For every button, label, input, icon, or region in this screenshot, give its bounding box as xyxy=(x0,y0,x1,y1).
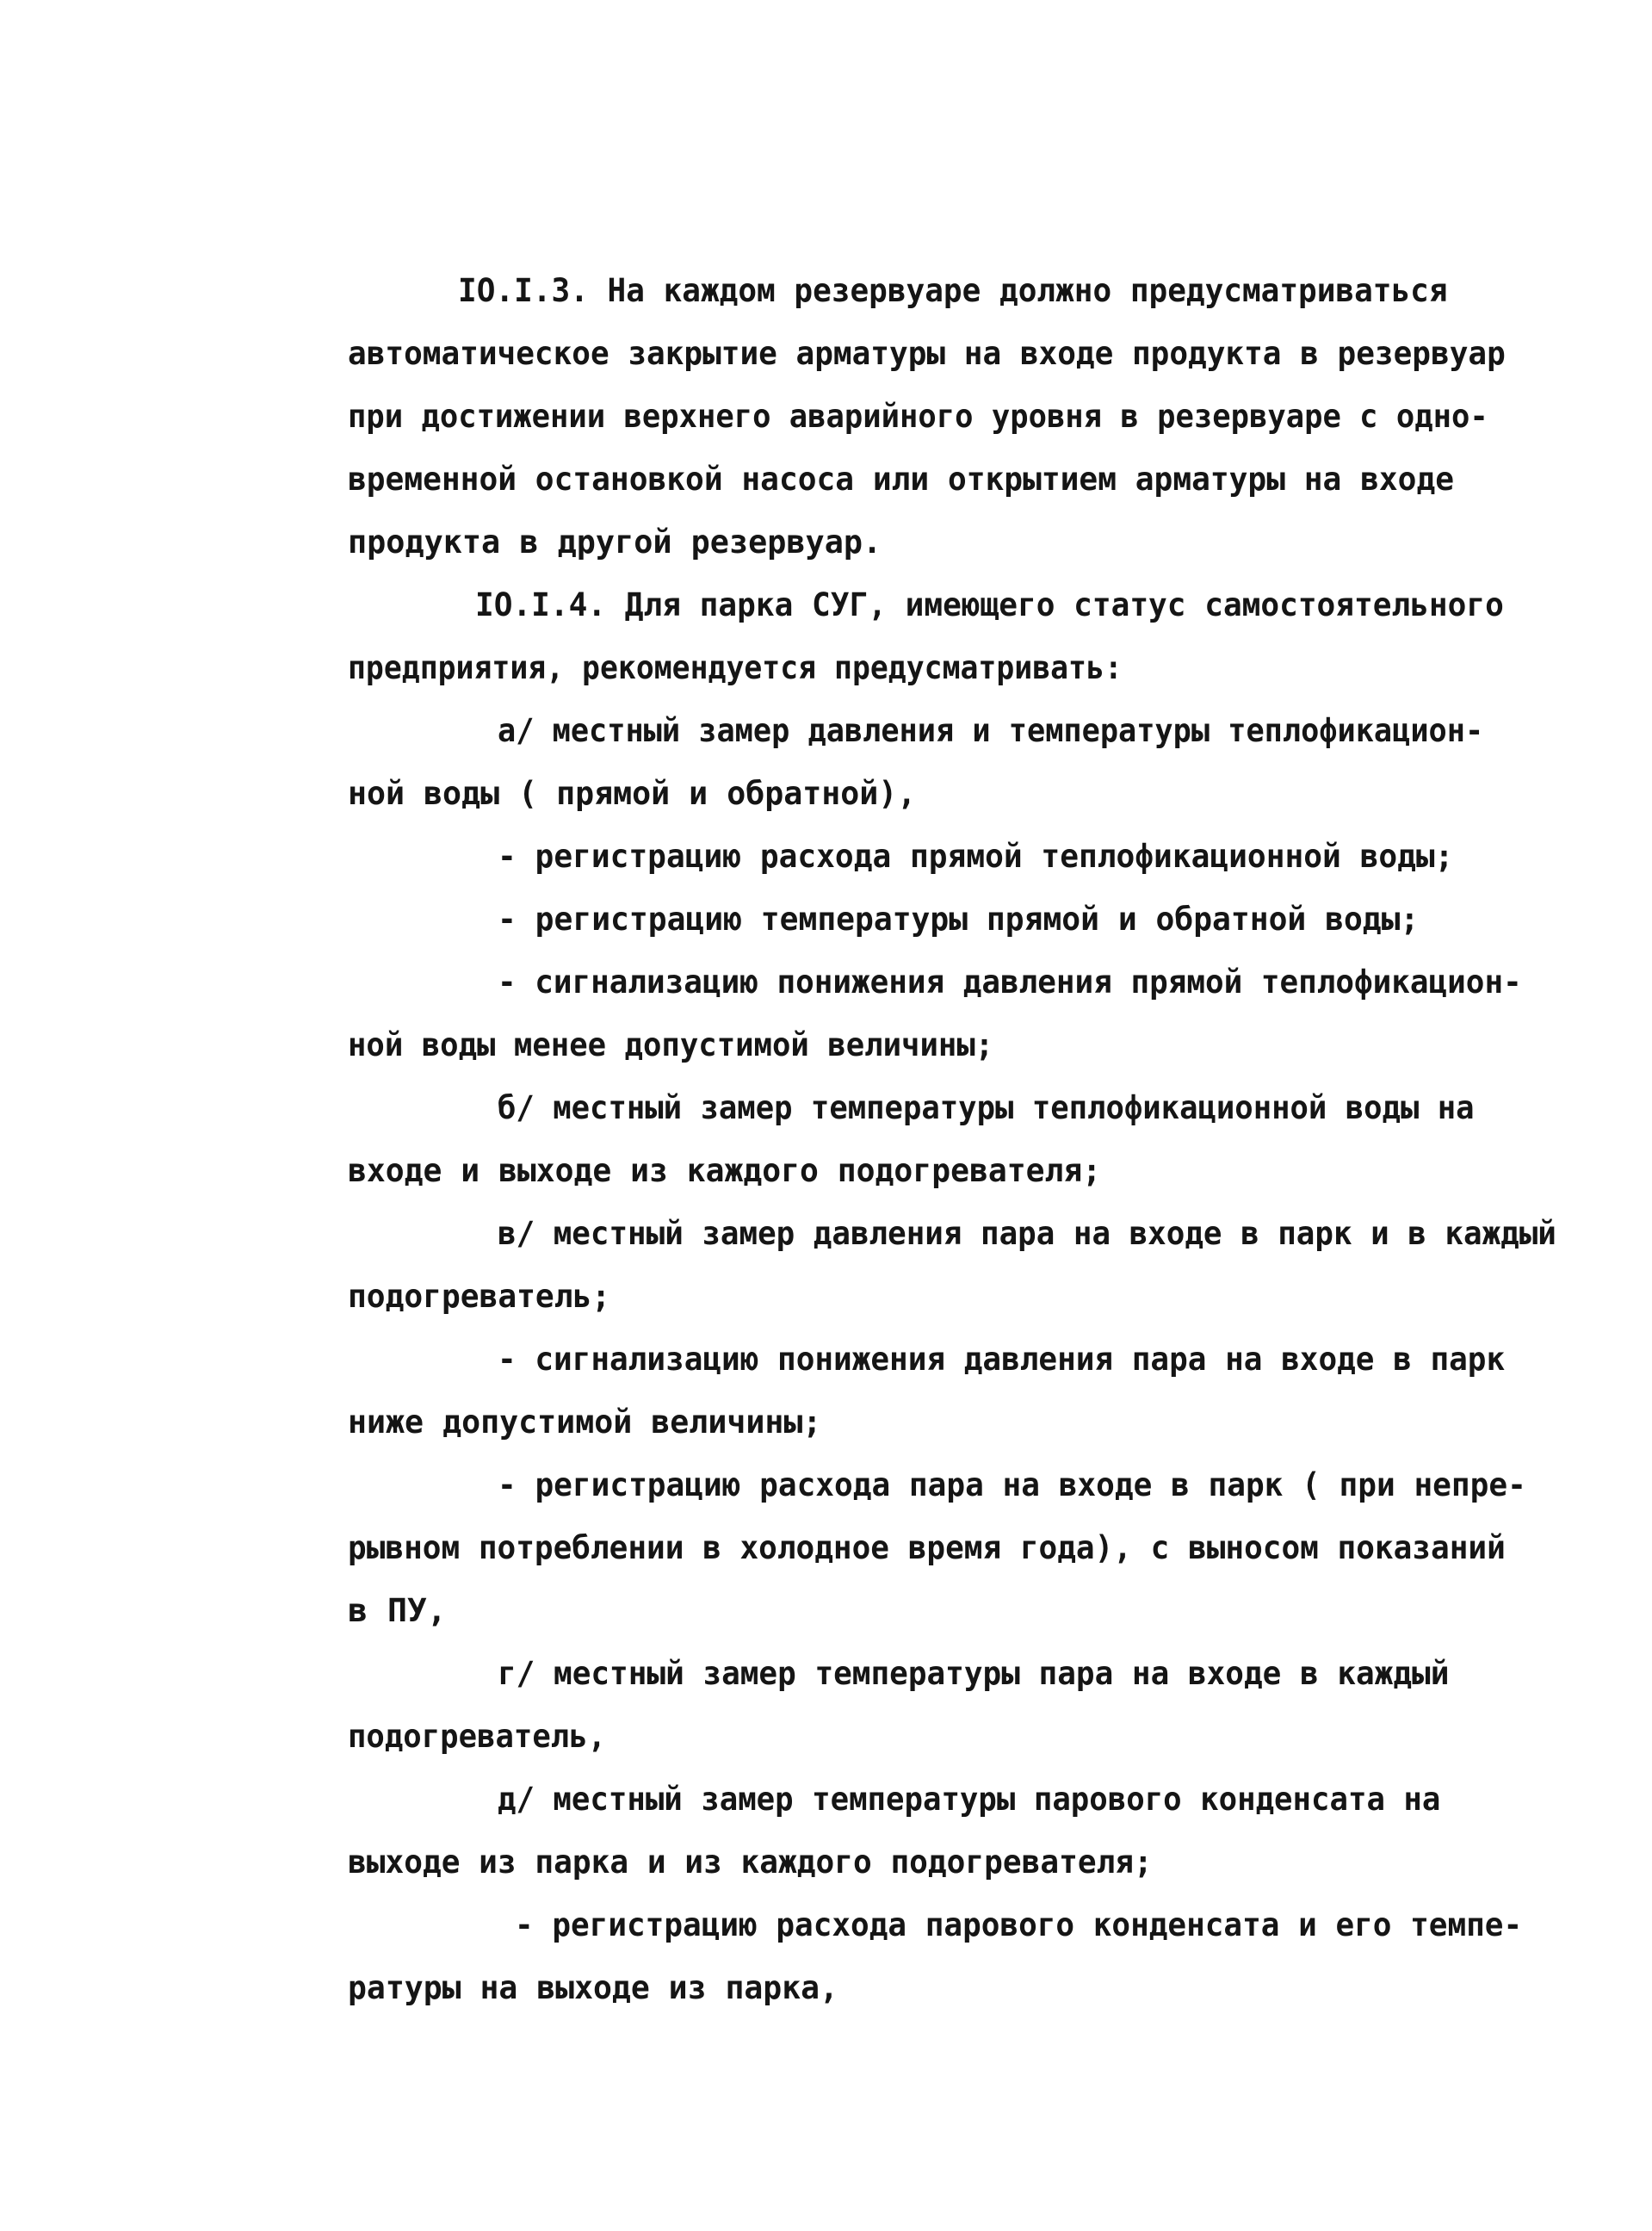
text-line: подогреватель; xyxy=(348,1277,611,1315)
text-line: - сигнализацию понижения давления прямой теплофикацион- xyxy=(498,963,1522,1001)
text-line: IO.I.3. На каждом резервуаре должно предусматриваться xyxy=(458,271,1448,309)
text-line: в ПУ, xyxy=(348,1591,447,1629)
text-line: подогреватель, xyxy=(348,1717,607,1755)
text-line: рывном потреблении в холодное время года), с выносом показаний xyxy=(348,1528,1506,1566)
text-line: предприятия, рекомендуется предусматривать: xyxy=(348,648,1123,686)
text-line: г/ местный замер температуры пара на входе в каждый xyxy=(498,1654,1450,1692)
text-line: - регистрацию расхода пара на входе в парк ( при непре- xyxy=(498,1466,1526,1503)
text-line: - регистрацию расхода парового конденсата и его темпе- xyxy=(515,1906,1523,1943)
text-line: при достижении верхнего аварийного уровня в резервуаре с одно- xyxy=(348,397,1488,435)
text-line: - регистрацию температуры прямой и обратной воды; xyxy=(498,900,1420,938)
text-line: ной воды ( прямой и обратной), xyxy=(348,774,917,812)
text-line: д/ местный замер температуры парового конденсата на xyxy=(498,1780,1441,1818)
text-line: в/ местный замер давления пара на входе в парк и в каждый xyxy=(498,1214,1556,1252)
text-line: а/ местный замер давления и температуры теплофикацион- xyxy=(498,711,1484,749)
text-line: б/ местный замер температуры теплофикационной воды на xyxy=(498,1088,1475,1126)
text-line: входе и выходе из каждого подогревателя; xyxy=(348,1151,1102,1189)
text-line: - сигнализацию понижения давления пара на входе в парк xyxy=(498,1340,1506,1378)
text-line: автоматическое закрытие арматуры на входе продукта в резервуар xyxy=(348,334,1506,372)
text-line: временной остановкой насоса или открытием арматуры на входе xyxy=(348,460,1455,498)
text-line: ратуры на выходе из парка, xyxy=(348,1968,838,2006)
text-line: - регистрацию расхода прямой теплофикационной воды; xyxy=(498,837,1454,875)
text-line: выходе из парка и из каждого подогревателя; xyxy=(348,1843,1153,1881)
text-line: IO.I.4. Для парка СУГ, имеющего статус самостоятельного xyxy=(475,586,1504,623)
text-line: продукта в другой резервуар. xyxy=(348,523,882,561)
text-line: ной воды менее допустимой величины; xyxy=(348,1026,994,1063)
text-line: ниже допустимой величины; xyxy=(348,1403,822,1441)
